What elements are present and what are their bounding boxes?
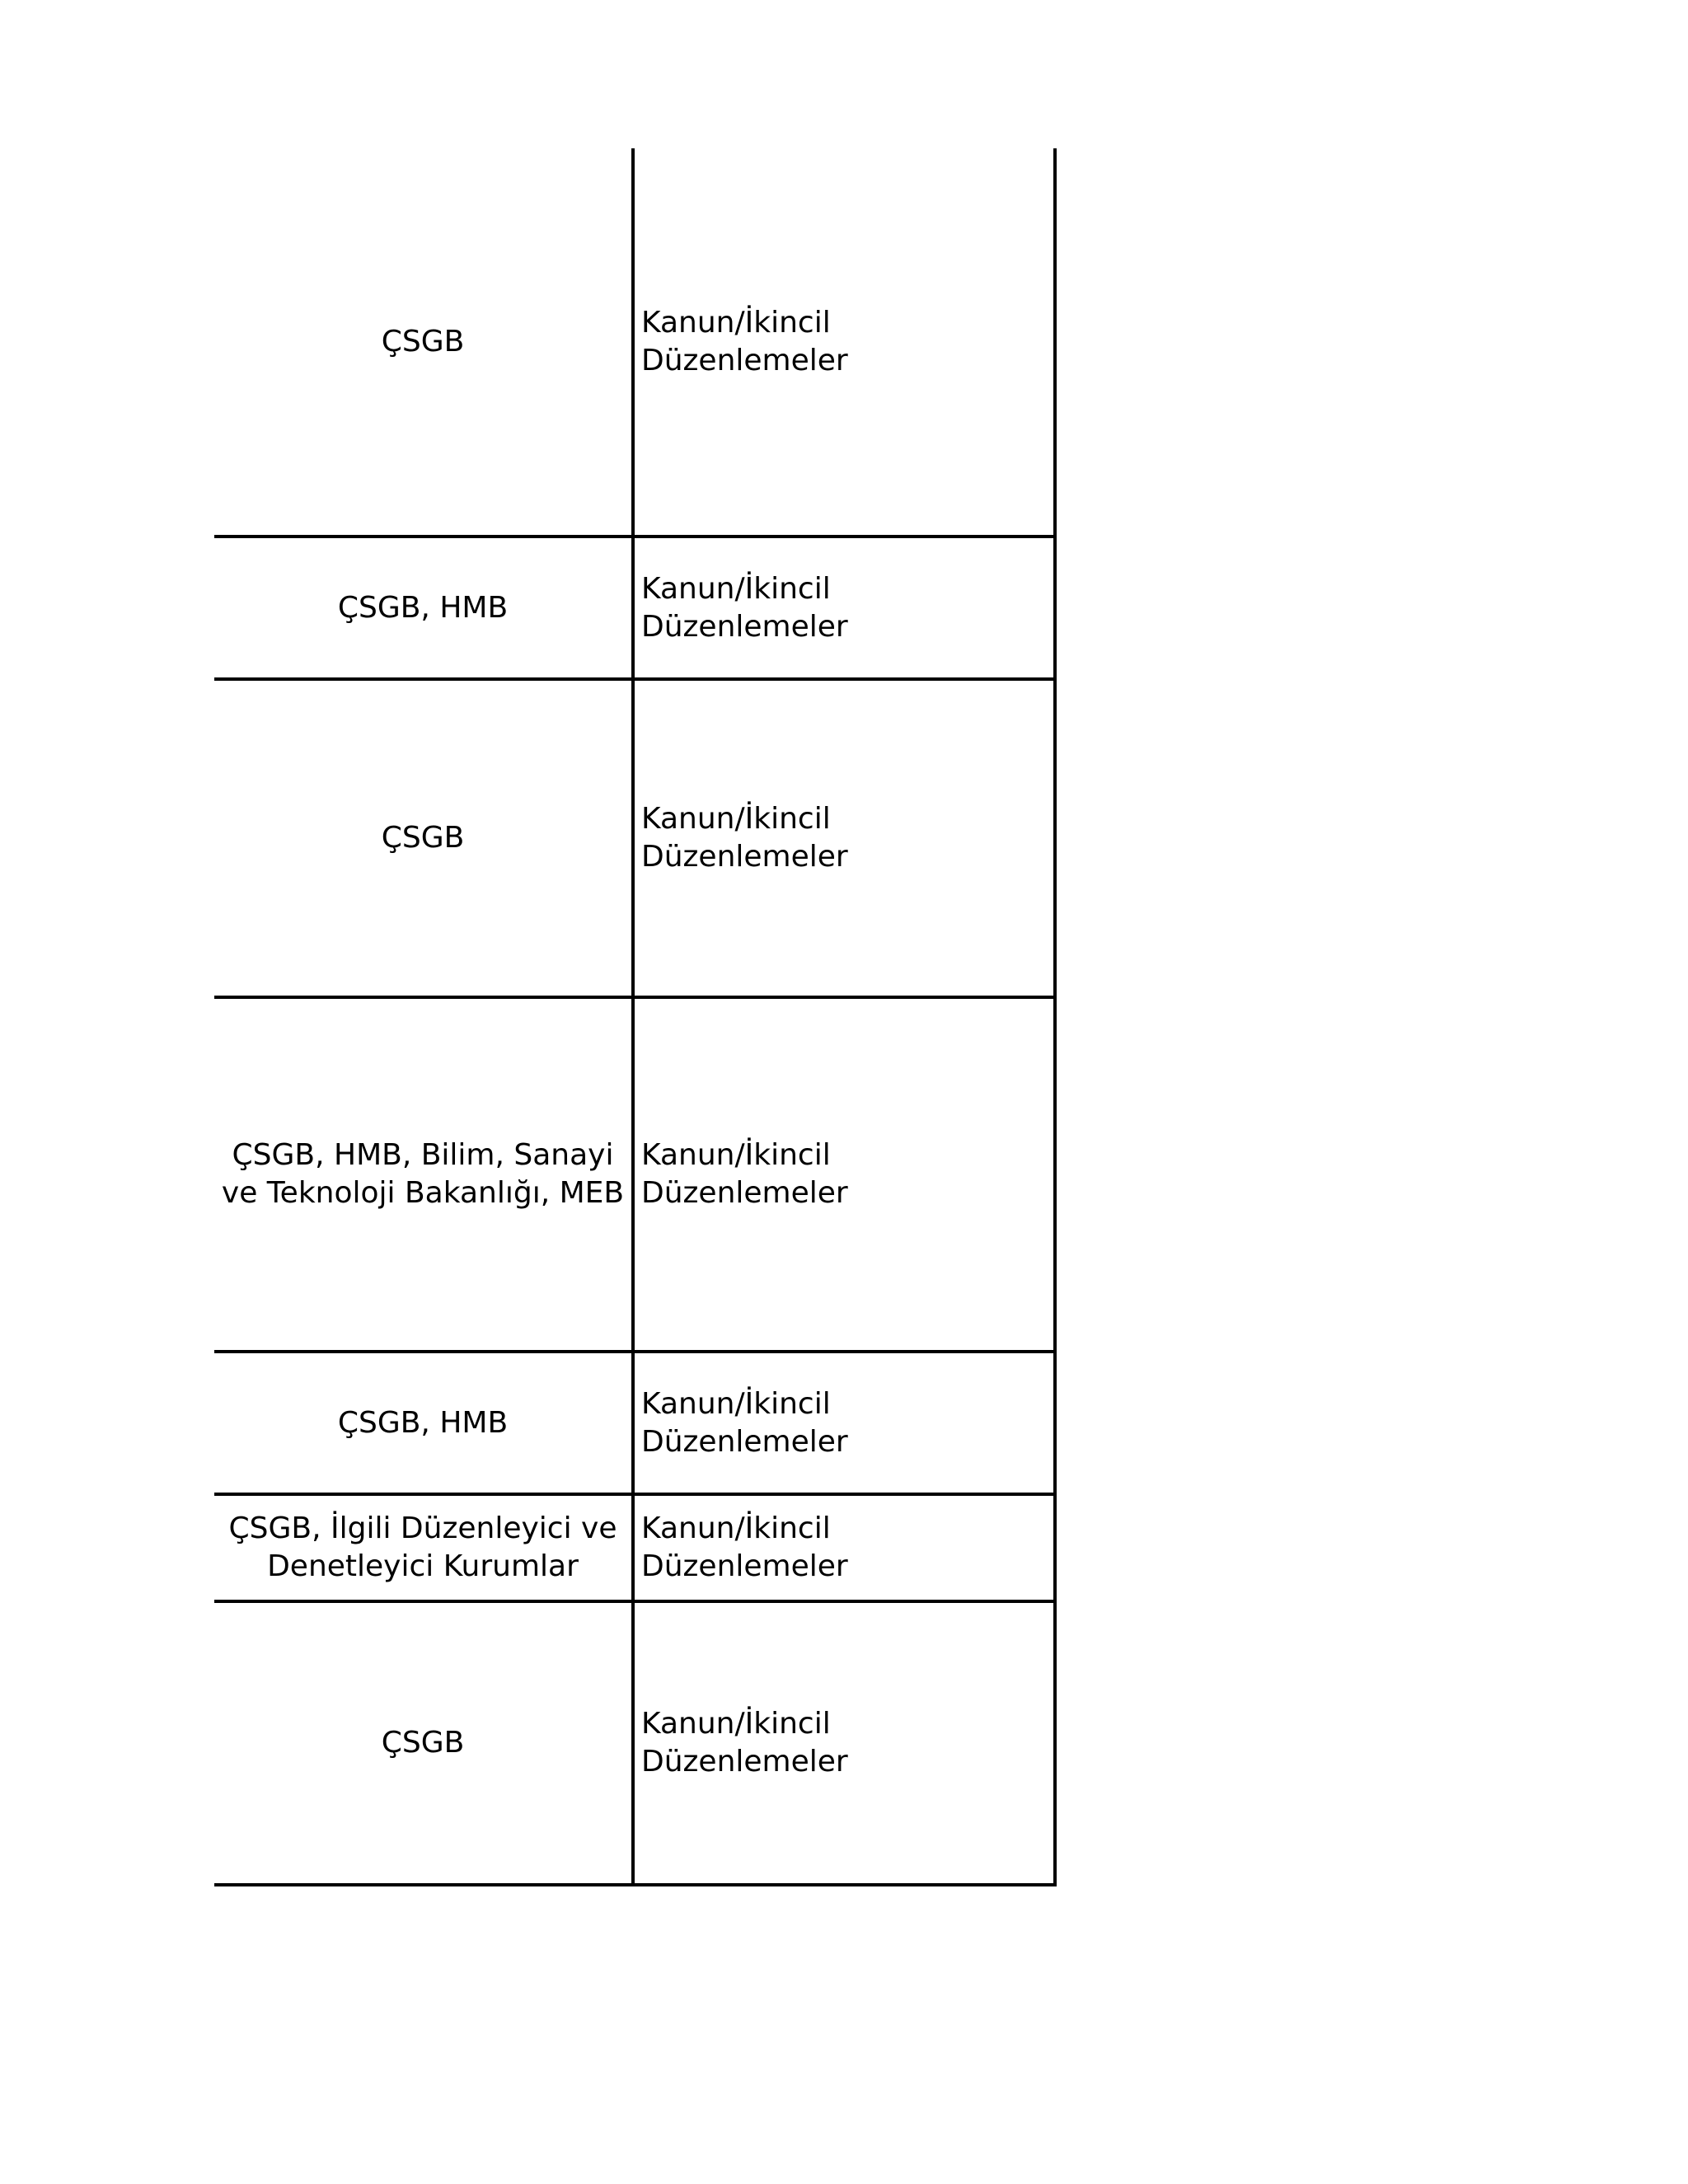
regulation-type-cell: Kanun/İkincil Düzenlemeler: [635, 538, 1057, 677]
responsible-institution-cell: ÇSGB, HMB, Bilim, Sanayi ve Teknoloji Bakanlığı, MEB: [214, 999, 635, 1350]
table-row: [214, 1353, 1057, 1496]
table-row: [214, 999, 1057, 1353]
responsible-institution-cell: ÇSGB: [214, 681, 635, 996]
responsible-institution-cell: ÇSGB, HMB: [214, 1353, 635, 1493]
table-row: [214, 538, 1057, 681]
regulation-type-cell: Kanun/İkincil Düzenlemeler: [635, 999, 1057, 1350]
table-row: [214, 1496, 1057, 1603]
responsible-institution-cell: ÇSGB: [214, 148, 635, 535]
table-row: [214, 1603, 1057, 1886]
table-row: [214, 681, 1057, 999]
regulation-table: [214, 148, 1057, 1886]
regulation-type-cell: Kanun/İkincil Düzenlemeler: [635, 1353, 1057, 1493]
regulation-type-cell: Kanun/İkincil Düzenlemeler: [635, 681, 1057, 996]
regulation-type-cell: Kanun/İkincil Düzenlemeler: [635, 1603, 1057, 1883]
regulation-type-cell: Kanun/İkincil Düzenlemeler: [635, 1496, 1057, 1600]
regulation-type-cell: Kanun/İkincil Düzenlemeler: [635, 148, 1057, 535]
responsible-institution-cell: ÇSGB: [214, 1603, 635, 1883]
responsible-institution-cell: ÇSGB, İlgili Düzenleyici ve Denetleyici Kurumlar: [214, 1496, 635, 1600]
table-row: [214, 148, 1057, 538]
responsible-institution-cell: ÇSGB, HMB: [214, 538, 635, 677]
